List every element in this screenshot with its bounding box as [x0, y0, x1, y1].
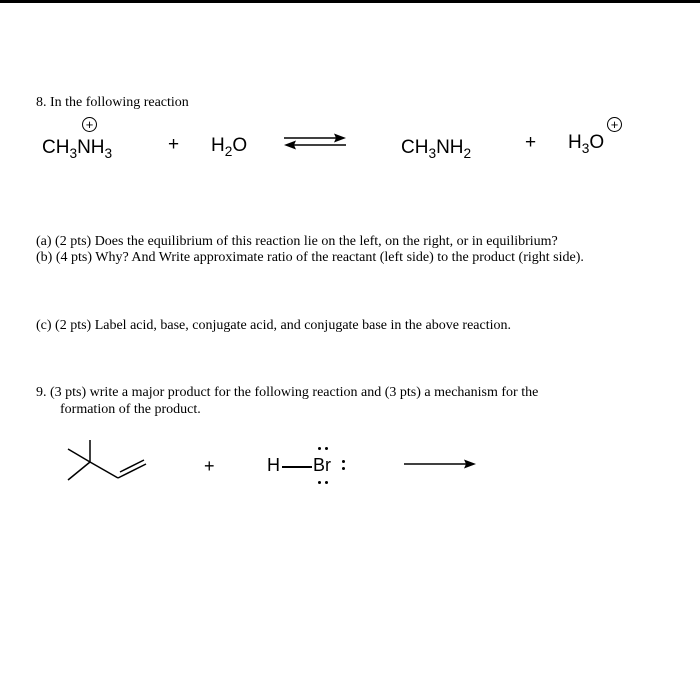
lone-pair-dot	[325, 481, 328, 484]
bond-line	[282, 466, 312, 468]
lone-pair-dot	[342, 460, 345, 463]
plus-sign: +	[525, 132, 537, 153]
reactant-water: $H_2O$	[211, 135, 248, 159]
equilibrium-arrow-icon	[282, 132, 348, 152]
lone-pair-dot	[318, 481, 321, 484]
alkene-structure-icon	[60, 436, 160, 486]
question-8b: (b) (4 pts) Why? And Write approximate ratio of the reactant (left side) to the product (right side).	[36, 250, 584, 265]
top-border	[0, 0, 700, 3]
lone-pair-dot	[342, 467, 345, 470]
product-methylamine: $CH_3NH_2$	[401, 137, 472, 161]
product-hydronium: $H_3O$	[568, 132, 605, 156]
question-9-line2: formation of the product.	[60, 402, 201, 417]
plus-sign: +	[204, 456, 215, 476]
question-8c: (c) (2 pts) Label acid, base, conjugate acid, and conjugate base in the above reaction.	[36, 318, 512, 333]
question-9-line1: 9. (3 pts) write a major product for the following reaction and (3 pts) a mechanism for the	[36, 385, 539, 400]
hbr-bromine: Br	[313, 455, 331, 475]
plus-sign: +	[168, 134, 180, 155]
question-8a: (a) (2 pts) Does the equilibrium of this reaction lie on the left, on the right, or in equilibrium?	[36, 234, 558, 249]
positive-charge-icon: +	[607, 117, 622, 132]
question-8-heading: 8. In the following reaction	[36, 95, 189, 110]
reactant-methylammonium: $CH_3NH_3$	[42, 137, 113, 161]
reaction-arrow-icon	[402, 458, 478, 470]
positive-charge-icon: +	[82, 117, 97, 132]
lone-pair-dot	[318, 447, 321, 450]
lone-pair-dot	[325, 447, 328, 450]
hbr-hydrogen: H	[267, 455, 280, 475]
